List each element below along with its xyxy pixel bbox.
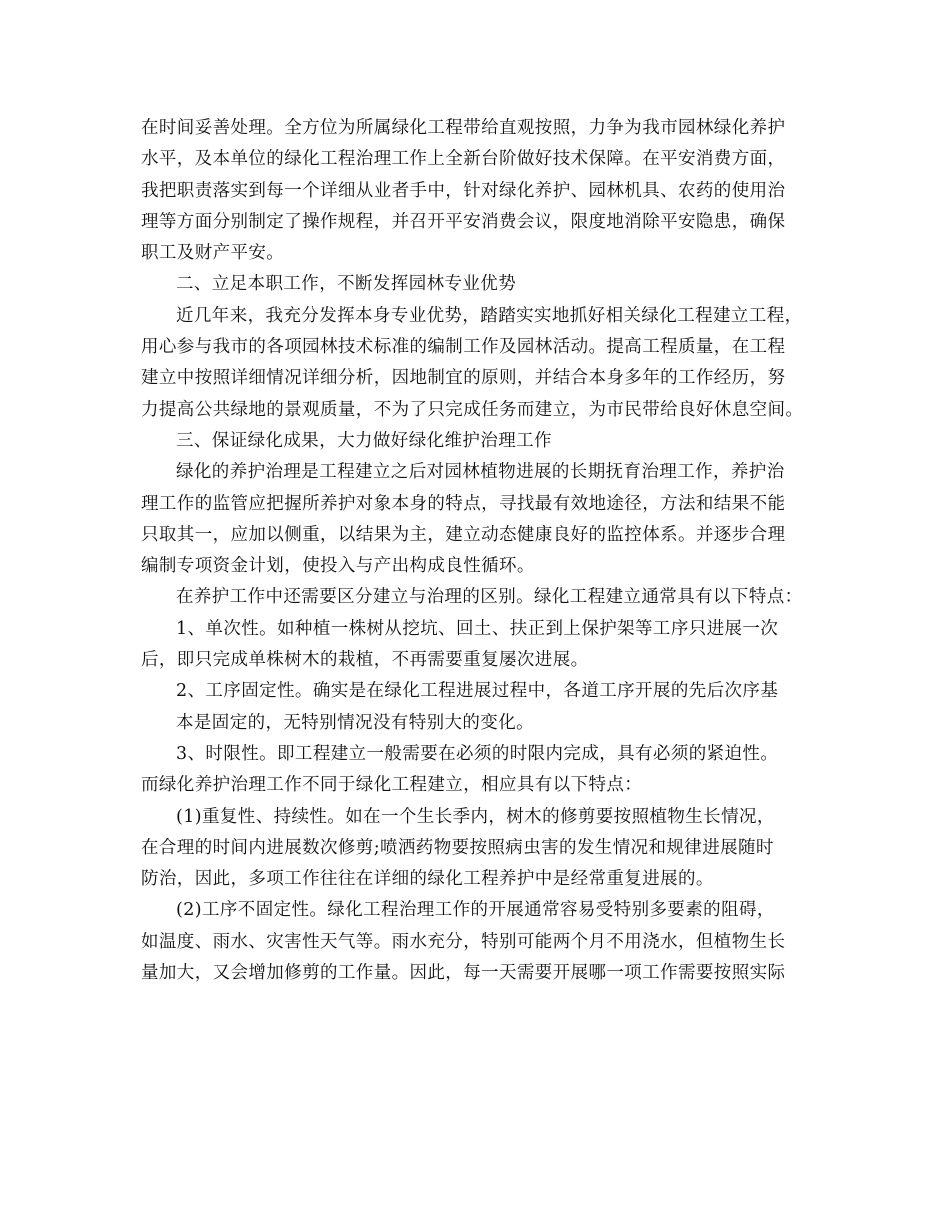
document-body	[141, 113, 821, 989]
text-line: 在时间妥善处理。全方位为所属绿化工程带给直观按照，力争为我市园林绿化养护	[141, 118, 786, 138]
text-line: 近几年来，我充分发挥本身专业优势，踏踏实实地抓好相关绿化工程建立工程，	[176, 305, 803, 326]
text-line: 我把职责落实到每一个详细从业者手中，针对绿化养护、园林机具、农药的使用治	[141, 180, 786, 201]
list-item: 2、工序固定性。确实是在绿化工程进展过程中，各道工序开展的先后次序基	[176, 681, 779, 702]
text-line: 编制专项资金计划，使投入与产出构成良性循环。	[141, 556, 535, 577]
section-heading: 三、保证绿化成果，大力做好绿化维护治理工作	[176, 430, 552, 451]
text-line: 在合理的时间内进展数次修剪;喷洒药物要按照病虫害的发生情况和规律进展随时	[141, 837, 774, 858]
text-line: 绿化的养护治理是工程建立之后对园林植物进展的长期抚育治理工作，养护治	[176, 462, 785, 483]
text-line: 本是固定的，无特别情况没有特别大的变化。	[176, 712, 534, 733]
text-line: 用心参与我市的各项园林技术标准的编制工作及园林活动。提高工程质量，在工程	[141, 337, 786, 358]
text-line: 如温度、雨水、灾害性天气等。雨水充分，特别可能两个月不用浇水，但植物生长	[141, 931, 786, 952]
text-line: 建立中按照详细情况详细分析，因地制宜的原则，并结合本身多年的工作经历，努	[141, 368, 786, 389]
section-heading: 二、立足本职工作，不断发挥园林专业优势	[176, 274, 517, 295]
text-line: 量加大，又会增加修剪的工作量。因此，每一天需要开展哪一项工作需要按照实际	[141, 963, 786, 984]
text-line: 理等方面分别制定了操作规程，并召开平安消费会议，限度地消除平安隐患，确保	[141, 211, 786, 232]
text-line: 力提高公共绿地的景观质量，不为了只完成任务而建立，为市民带给良好休息空间。	[141, 399, 804, 420]
list-item: (1)重复性、持续性。如在一个生长季内，树木的修剪要按照植物生长情况，	[176, 806, 775, 827]
text-line: 只取其一，应加以侧重，以结果为主，建立动态健康良好的监控体系。并逐步合理	[141, 524, 786, 545]
text-line: 水平，及本单位的绿化工程治理工作上全新台阶做好技术保障。在平安消费方面，	[141, 149, 786, 170]
text-line: 职工及财产平安。	[141, 243, 285, 264]
list-item: (2)工序不固定性。绿化工程治理工作的开展通常容易受特别多要素的阻碍，	[176, 900, 775, 921]
text-line: 在养护工作中还需要区分建立与治理的区别。绿化工程建立通常具有以下特点：	[176, 587, 803, 608]
text-line: 防治，因此，多项工作往往在详细的绿化工程养护中是经常重复进展的。	[141, 869, 714, 890]
list-item: 3、时限性。即工程建立一般需要在必须的时限内完成，具有必须的紧迫性。	[176, 743, 779, 764]
text-line: 而绿化养护治理工作不同于绿化工程建立，相应具有以下特点：	[141, 775, 643, 796]
text-line: 后，即只完成单株树木的栽植，不再需要重复屡次进展。	[141, 650, 589, 671]
text-line: 理工作的监管应把握所养护对象本身的特点，寻找最有效地途径，方法和结果不能	[141, 493, 786, 514]
list-item: 1、单次性。如种植一株树从挖坑、回土、扶正到上保护架等工序只进展一次	[176, 618, 779, 639]
